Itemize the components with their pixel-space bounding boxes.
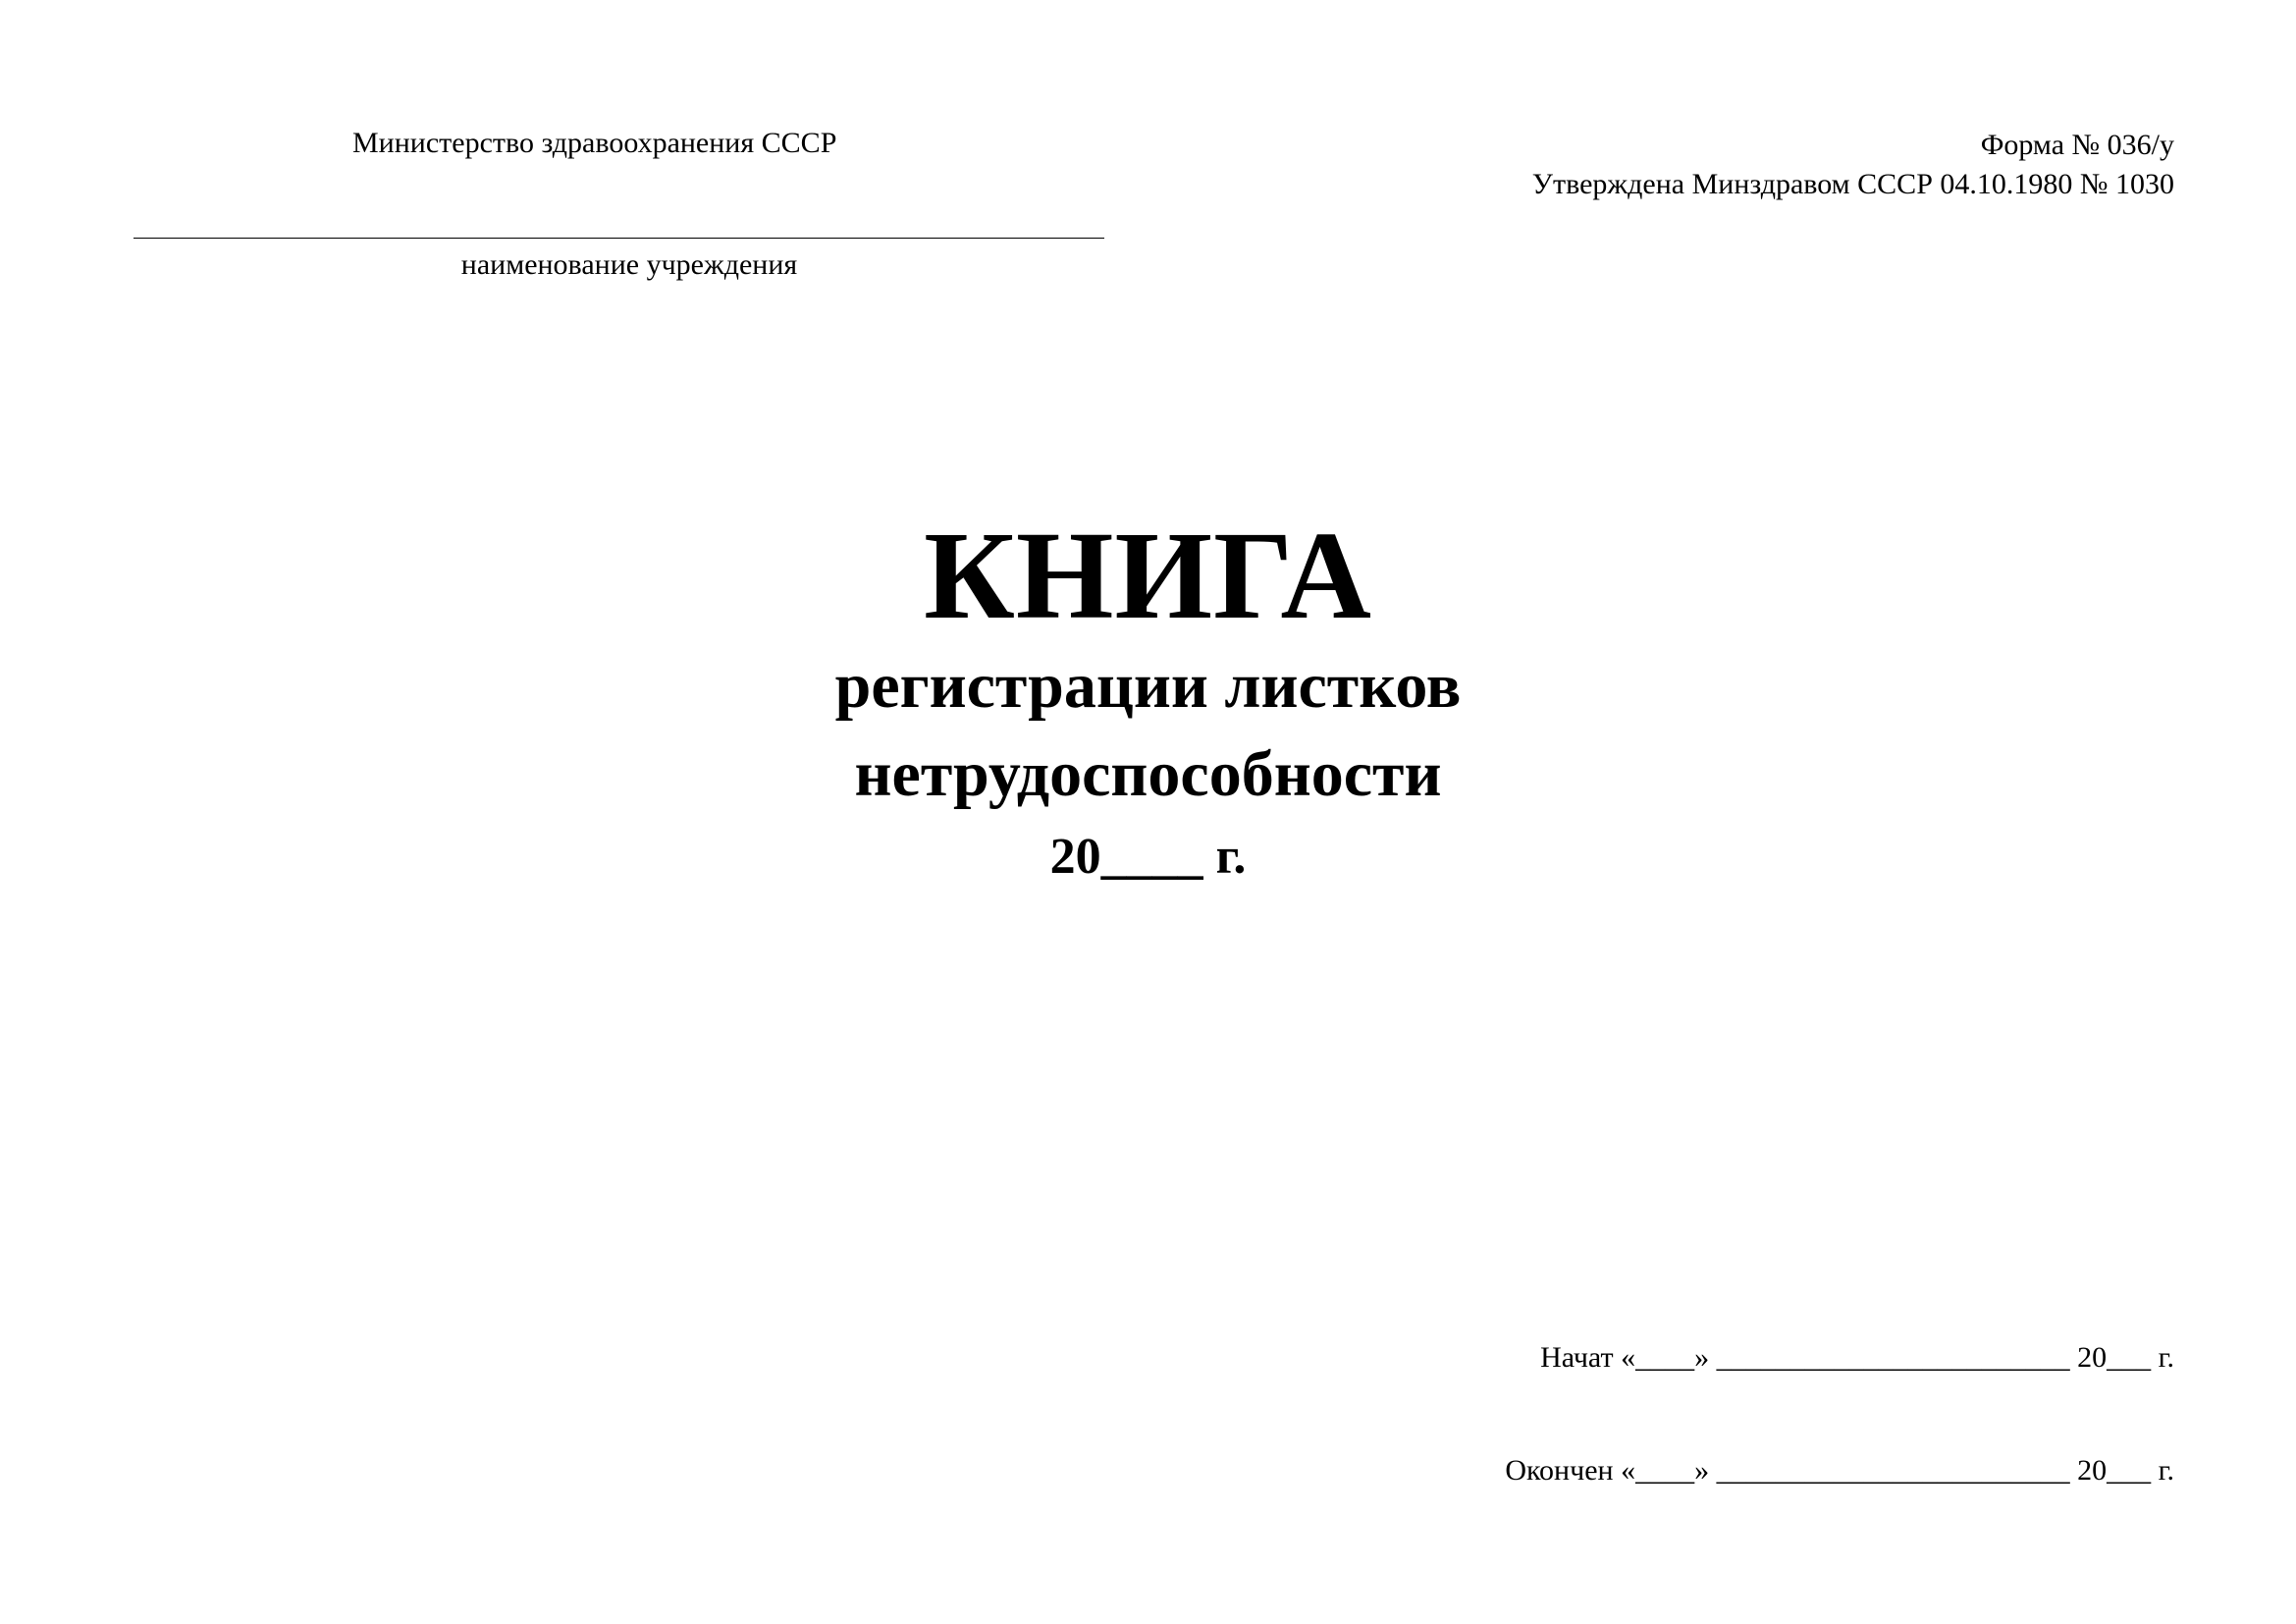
- form-info: [1532, 126, 2174, 204]
- start-date-line: Начат «____» ________________________ 20___ г.: [1540, 1341, 2174, 1374]
- form-number: Форма № 036/у: [1980, 129, 2174, 161]
- title-line-1: регистрации листков: [834, 650, 1462, 722]
- ministry-name: Министерство здравоохранения СССР: [352, 127, 837, 159]
- institution-name-line: [133, 238, 1104, 239]
- title-line-2: нетрудоспособности: [854, 738, 1442, 810]
- title-year: 20____ г.: [1049, 829, 1247, 885]
- approval-note: Утверждена Минздравом СССР 04.10.1980 № 1030: [1531, 168, 2174, 200]
- document-title: [0, 506, 2296, 890]
- end-date-line: Окончен «____» ________________________ 20___ г.: [1505, 1454, 2174, 1487]
- institution-caption: наименование учреждения: [460, 248, 798, 281]
- title-main: КНИГА: [924, 506, 1372, 645]
